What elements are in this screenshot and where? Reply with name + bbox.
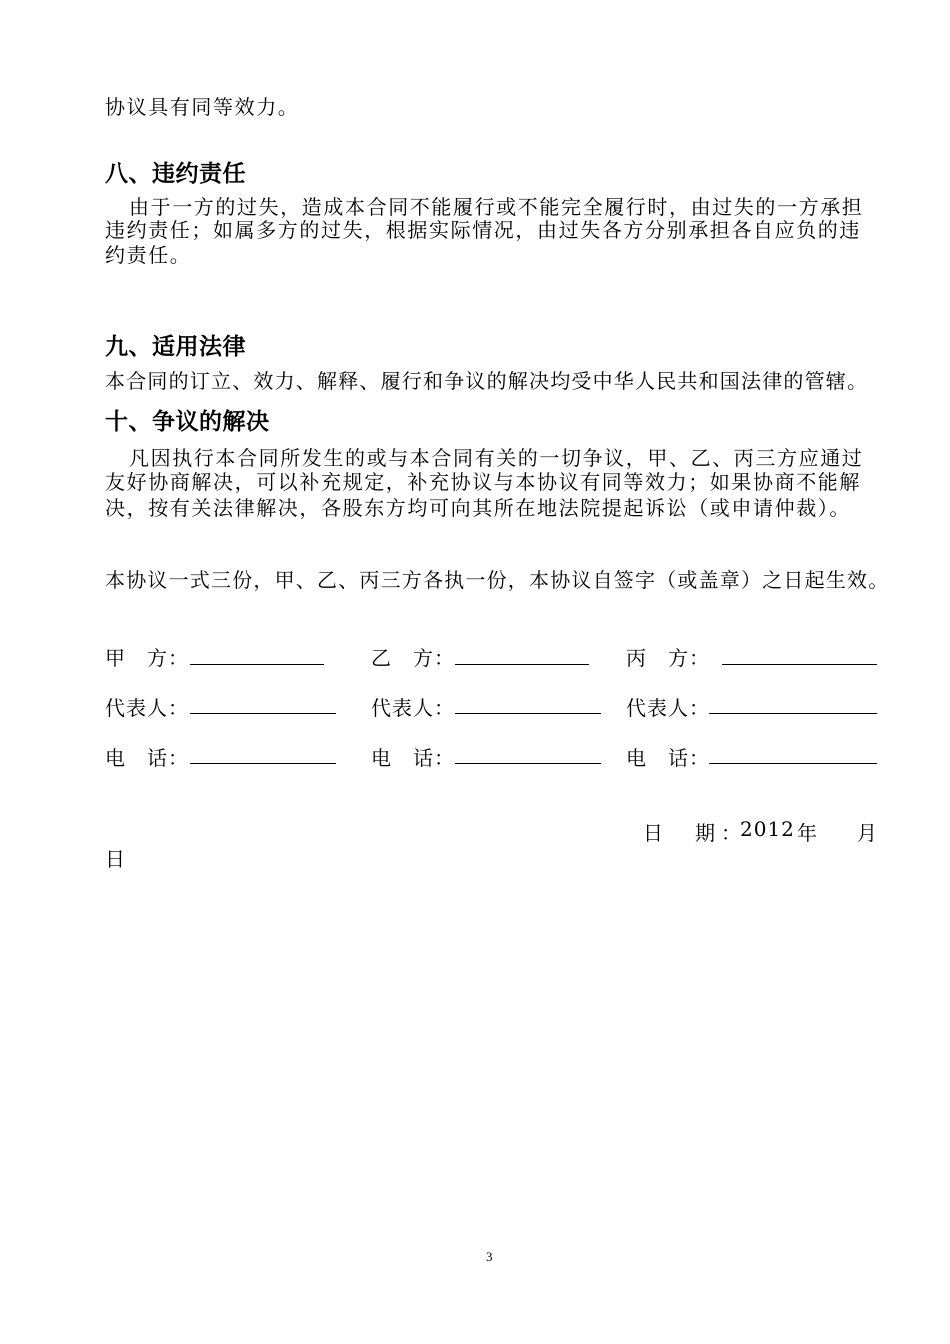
copies-statement: 本协议一式三份，甲、乙、丙三方各执一份，本协议自签字（或盖章）之日起生效。 <box>105 568 890 592</box>
party-a-phone-label: 电 话： <box>105 746 189 770</box>
date-year-unit: 年 <box>797 821 818 845</box>
section-9-heading: 九、适用法律 <box>105 334 246 360</box>
continuation-text: 协议具有同等效力。 <box>105 95 300 119</box>
party-a-phone-line[interactable] <box>190 763 336 764</box>
party-c-phone-label: 电 话： <box>626 746 710 770</box>
section-8-line-1: 由于一方的过失，造成本合同不能履行或不能完全履行时，由过失的一方承担 <box>129 195 864 219</box>
party-a-rep-label: 代表人： <box>105 696 189 720</box>
section-10-line-1: 凡因执行本合同所发生的或与本合同有关的一切争议，甲、乙、丙三方应通过 <box>129 446 864 470</box>
party-a-label: 甲 方： <box>105 646 189 670</box>
party-b-phone-label: 电 话： <box>371 746 455 770</box>
date-month-unit: 月 <box>857 821 878 845</box>
party-b-label: 乙 方： <box>371 646 455 670</box>
section-8-line-3: 约责任。 <box>105 243 192 267</box>
party-b-signature-line[interactable] <box>455 664 589 665</box>
party-a-signature-line[interactable] <box>190 664 324 665</box>
date-day-unit: 日 <box>105 847 126 871</box>
party-c-rep-label: 代表人： <box>626 696 710 720</box>
party-c-label: 丙 方： <box>626 646 710 670</box>
date-label: 日 期： <box>643 821 747 845</box>
section-8-heading: 八、违约责任 <box>105 161 246 187</box>
date-year: 2012 <box>740 817 795 841</box>
page-number: 3 <box>486 1249 493 1264</box>
party-a-rep-line[interactable] <box>190 713 336 714</box>
party-b-rep-label: 代表人： <box>371 696 455 720</box>
section-8-line-2: 违约责任；如属多方的过失，根据实际情况，由过失各方分别承担各自应负的违 <box>105 218 861 242</box>
section-10-line-3: 决，按有关法律解决，各股东方均可向其所在地法院提起诉讼（或申请仲裁）。 <box>105 496 851 520</box>
party-b-rep-line[interactable] <box>455 713 601 714</box>
section-10-line-2: 友好协商解决，可以补充规定，补充协议与本协议有同等效力；如果协商不能解 <box>105 470 861 494</box>
section-10-heading: 十、争议的解决 <box>105 409 270 435</box>
section-9-text: 本合同的订立、效力、解释、履行和争议的解决均受中华人民共和国法律的管辖。 <box>105 369 869 393</box>
party-c-phone-line[interactable] <box>709 763 877 764</box>
party-b-phone-line[interactable] <box>455 763 601 764</box>
party-c-rep-line[interactable] <box>709 713 877 714</box>
party-c-signature-line[interactable] <box>722 664 877 665</box>
